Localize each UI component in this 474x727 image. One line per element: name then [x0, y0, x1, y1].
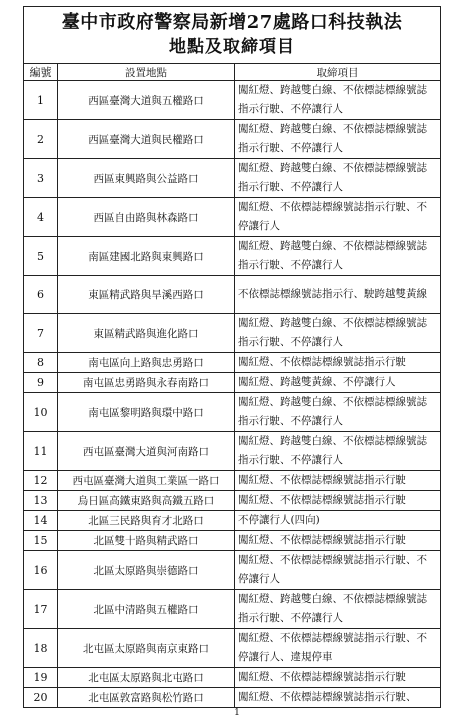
row-items: 闖紅燈、跨越雙白線、不依標誌標線號誌指示行駛、不停讓行人 [235, 159, 441, 198]
row-number: 11 [24, 432, 58, 471]
header-location: 設置地點 [58, 64, 235, 81]
row-number: 18 [24, 629, 58, 668]
table-row [24, 237, 441, 276]
row-items: 闖紅燈、不依標誌標線號誌指示行駛、不停讓行人、違規停車 [235, 629, 441, 668]
row-location: 北區三民路與育才北路口 [58, 511, 235, 531]
table-row [24, 276, 441, 314]
row-number: 7 [24, 314, 58, 353]
row-number: 1 [24, 81, 58, 120]
row-location: 南屯區黎明路與環中路口 [58, 393, 235, 432]
table-row [24, 120, 441, 159]
row-items: 闖紅燈、不依標誌標線號誌指示行駛、不停讓行人 [235, 551, 441, 590]
row-items: 闖紅燈、跨越雙白線、不依標誌標線號誌指示行駛、不停讓行人 [235, 81, 441, 120]
row-items: 闖紅燈、跨越雙白線、不依標誌標線號誌指示行駛、不停讓行人 [235, 237, 441, 276]
row-location: 北區雙十路與精武路口 [58, 531, 235, 551]
table-row [24, 373, 441, 393]
row-items: 闖紅燈、跨越雙白線、不依標誌標線號誌指示行駛、不停讓行人 [235, 432, 441, 471]
row-items: 闖紅燈、不依標誌標線號誌指示行駛 [235, 531, 441, 551]
row-items: 闖紅燈、跨越雙黃線、不停讓行人 [235, 373, 441, 393]
table-row [24, 688, 441, 708]
row-number: 2 [24, 120, 58, 159]
title-line-1: 臺中市政府警察局新增27處路口科技執法 [61, 12, 403, 33]
table-row [24, 471, 441, 491]
row-location: 北屯區敦富路與松竹路口 [58, 688, 235, 708]
title-line-2: 地點及取締項目 [169, 37, 295, 57]
row-items: 不依標誌標線號誌指示行、駛跨越雙黃線 [235, 276, 441, 314]
row-location: 南區建國北路與東興路口 [58, 237, 235, 276]
row-items: 闖紅燈、不依標誌標線號誌指示行駛 [235, 491, 441, 511]
row-items: 闖紅燈、不依標誌標線號誌指示行駛、 [235, 688, 441, 708]
row-items: 闖紅燈、跨越雙白線、不依標誌標線號誌指示行駛、不停讓行人 [235, 590, 441, 629]
row-number: 19 [24, 668, 58, 688]
row-items: 不停讓行人(四向) [235, 511, 441, 531]
table-row [24, 432, 441, 471]
row-number: 20 [24, 688, 58, 708]
row-location: 烏日區高鐵東路與高鐵五路口 [58, 491, 235, 511]
row-number: 14 [24, 511, 58, 531]
row-items: 闖紅燈、跨越雙白線、不依標誌標線號誌指示行駛、不停讓行人 [235, 314, 441, 353]
row-number: 6 [24, 276, 58, 314]
row-location: 西區臺灣大道與民權路口 [58, 120, 235, 159]
row-number: 5 [24, 237, 58, 276]
table-row [24, 668, 441, 688]
row-location: 東區精武路與進化路口 [58, 314, 235, 353]
row-location: 北區中清路與五權路口 [58, 590, 235, 629]
row-location: 南屯區忠勇路與永春南路口 [58, 373, 235, 393]
header-enforcement-items: 取締項目 [235, 64, 441, 81]
row-number: 3 [24, 159, 58, 198]
row-location: 北屯區太原路與北屯路口 [58, 668, 235, 688]
row-location: 西屯區臺灣大道與河南路口 [58, 432, 235, 471]
table-header-row [24, 64, 441, 81]
header-number: 編號 [24, 64, 58, 81]
row-items: 闖紅燈、不依標誌標線號誌指示行駛 [235, 471, 441, 491]
enforcement-locations-table [23, 63, 441, 708]
row-number: 10 [24, 393, 58, 432]
table-row [24, 511, 441, 531]
document-title-box [23, 6, 441, 64]
row-number: 13 [24, 491, 58, 511]
row-number: 4 [24, 198, 58, 237]
table-row [24, 198, 441, 237]
table-row [24, 551, 441, 590]
row-number: 17 [24, 590, 58, 629]
table-row [24, 491, 441, 511]
table-row [24, 81, 441, 120]
row-number: 15 [24, 531, 58, 551]
row-items: 闖紅燈、跨越雙白線、不依標誌標線號誌指示行駛、不停讓行人 [235, 393, 441, 432]
row-number: 16 [24, 551, 58, 590]
table-row [24, 629, 441, 668]
page-number: 1 [234, 708, 240, 718]
row-location: 南屯區向上路與忠勇路口 [58, 353, 235, 373]
row-items: 闖紅燈、不依標誌標線號誌指示行駛、不停讓行人 [235, 198, 441, 237]
row-location: 西區自由路與林森路口 [58, 198, 235, 237]
table-row [24, 159, 441, 198]
row-location: 西區臺灣大道與五權路口 [58, 81, 235, 120]
row-items: 闖紅燈、不依標誌標線號誌指示行駛 [235, 668, 441, 688]
table-row [24, 590, 441, 629]
row-location: 北屯區太原路與南京東路口 [58, 629, 235, 668]
row-location: 西屯區臺灣大道與工業區一路口 [58, 471, 235, 491]
table-row [24, 393, 441, 432]
row-location: 西區東興路與公益路口 [58, 159, 235, 198]
table-row [24, 531, 441, 551]
row-number: 9 [24, 373, 58, 393]
table-row [24, 353, 441, 373]
row-location: 東區精武路與旱溪西路口 [58, 276, 235, 314]
row-location: 北區太原路與崇德路口 [58, 551, 235, 590]
table-row [24, 314, 441, 353]
row-number: 12 [24, 471, 58, 491]
row-items: 闖紅燈、不依標誌標線號誌指示行駛 [235, 353, 441, 373]
row-items: 闖紅燈、跨越雙白線、不依標誌標線號誌指示行駛、不停讓行人 [235, 120, 441, 159]
row-number: 8 [24, 353, 58, 373]
